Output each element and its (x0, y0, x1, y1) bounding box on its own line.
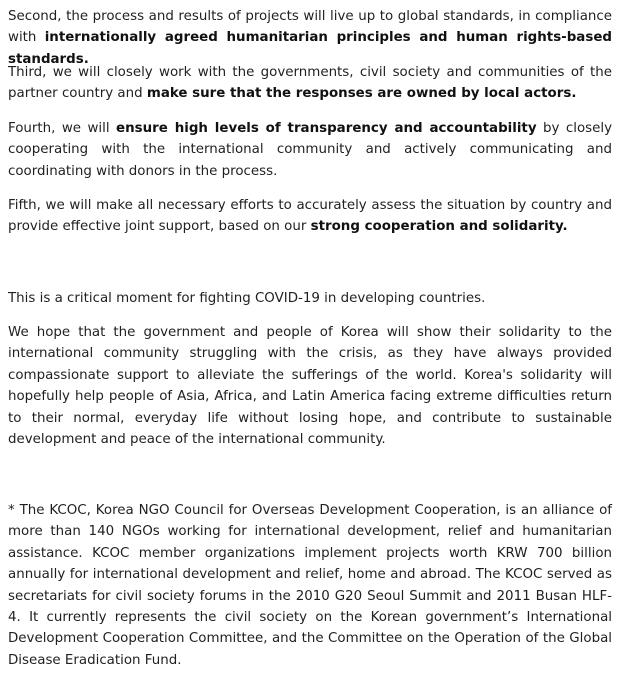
paragraph-third-text: Third, we will closely work with the governments, civil society and communities of the partner country and (8, 65, 612, 102)
paragraph-footnote (8, 500, 612, 671)
paragraph-second-text: Second, the process and results of projects will live up to global standards, in compliance with (8, 9, 612, 46)
paragraph-second-emphasis: internationally agreed humanitarian principles and human rights-based standards. (8, 30, 612, 67)
paragraph-fifth-text: Fifth, we will make all necessary efforts to accurately assess the situation by country and provide effective joint support, based on our (8, 198, 612, 235)
paragraph-third-emphasis: make sure that the responses are owned by local actors. (146, 86, 577, 102)
paragraph-fourth-emphasis: ensure high levels of transparency and accountability (116, 121, 537, 136)
paragraph-critical-moment (8, 288, 612, 309)
paragraph-hope-text: We hope that the government and people of Korea will show their solidarity to the international community struggling with the crisis, as they have always provided compassionate support to alleviate the sufferings of the world. Korea's solidarity will hopefully help people of Asia, Africa, and Latin America facing extreme difficulties return to their normal, everyday life without losing hope, and contribute to sustainable development and peace of the international community. (8, 325, 612, 448)
paragraph-fourth-text-end: by closely cooperating with the international community and actively communicating and coordinating with donors in the process. (8, 121, 613, 179)
paragraph-fifth-emphasis: strong cooperation and solidarity. (310, 219, 568, 235)
paragraph-fifth (8, 195, 612, 238)
paragraph-fourth (8, 118, 612, 182)
paragraph-footnote-text: * The KCOC, Korea NGO Council for Overseas Development Cooperation, is an alliance of more than 140 NGOs working for international development, relief and humanitarian assistance. KCOC member organizations implement projects worth KRW 700 billion annually for international development and relief, home and abroad. The KCOC served as secretariats for civil society forums in the 2010 G20 Seoul Summit and 2011 Busan HLF-4. It currently represents the civil society on the Korean government’s International Development Cooperation Committee, and the Committee on the Operation of the Global Disease Eradication Fund. (8, 503, 612, 668)
paragraph-critical-moment-text: This is a critical moment for fighting COVID-19 in developing countries. (8, 291, 486, 306)
paragraph-second (8, 6, 612, 70)
paragraph-third (8, 62, 612, 105)
paragraph-fourth-text-start: Fourth, we will (8, 121, 117, 136)
paragraph-hope (8, 322, 612, 450)
